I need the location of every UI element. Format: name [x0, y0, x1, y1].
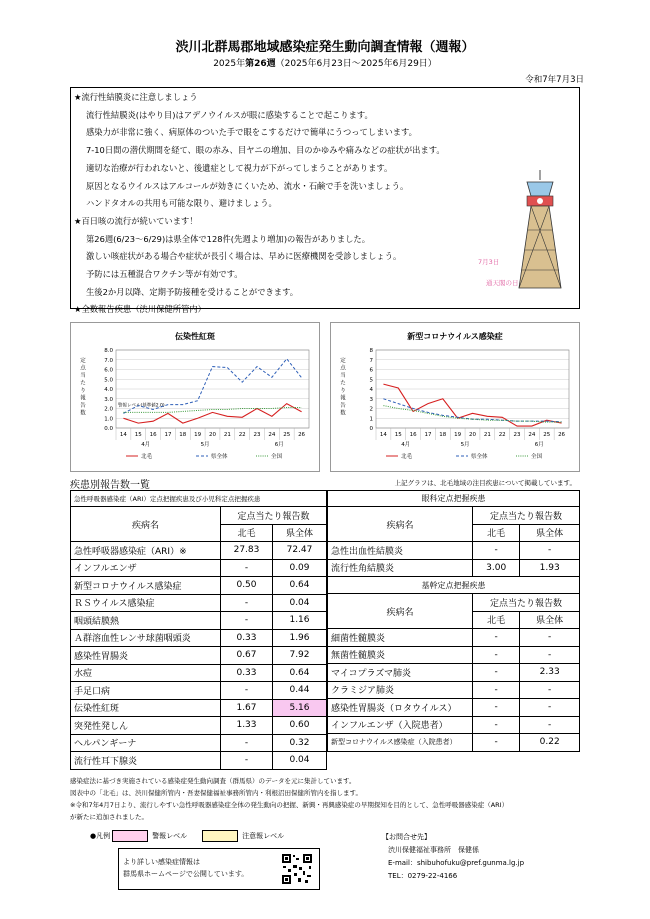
value-hokumo: -	[221, 752, 273, 770]
x-tick-label: 23	[513, 432, 521, 438]
notice-box	[70, 87, 580, 315]
value-hokumo: 0.33	[221, 664, 273, 682]
disease-name: ヘルパンギーナ	[71, 734, 221, 752]
table-row	[328, 664, 580, 682]
y-axis-label: 当	[340, 373, 346, 379]
y-axis-label: 数	[340, 410, 346, 417]
x-tick-label: 22	[238, 432, 246, 438]
value-prefecture: -	[520, 716, 580, 734]
x-tick-label: 15	[394, 432, 402, 438]
x-tick-label: 21	[223, 432, 231, 438]
disease-name: マイコプラズマ肺炎	[328, 664, 473, 682]
footnote: 感染症法に基づき実施されている感染症発生動向調査（群馬県）のデータを元に集計しています。	[70, 777, 356, 785]
disease-name: 急性呼吸器感染症（ARI）※	[71, 542, 221, 560]
table-row	[328, 681, 580, 699]
series-hokumo-line	[383, 384, 561, 426]
notice-line: 予防には五種混合ワクチン等が有効です。	[86, 269, 243, 280]
y-tick-label: 8.0	[104, 348, 113, 354]
y-axis-label: 定	[340, 358, 346, 364]
y-axis-label: 定	[80, 358, 86, 364]
table-row	[71, 577, 327, 595]
col-pref-header: 県全体	[520, 611, 580, 629]
table-caption: 基幹定点把握疾患	[328, 577, 580, 594]
y-axis-label: 点	[80, 365, 86, 372]
disease-name: 流行性角結膜炎	[328, 559, 473, 577]
contact-heading: 【お問合せ先】	[382, 833, 431, 841]
x-tick-label: 23	[253, 432, 261, 438]
x-tick-label: 17	[164, 432, 172, 438]
value-hokumo: -	[473, 646, 520, 664]
col-disease-header: 疾病名	[328, 594, 473, 629]
x-tick-label: 19	[454, 432, 462, 438]
disease-name: 咽頭結膜熱	[71, 612, 221, 630]
value-prefecture: 0.64	[273, 664, 327, 682]
disease-name: 無菌性髄膜炎	[328, 646, 473, 664]
disease-name: 伝染性紅斑	[71, 699, 221, 717]
x-tick-label: 14	[119, 432, 127, 438]
notice-line: 7-10日間の潜伏期間を経て、眼の赤み、目ヤニの増加、目のかゆみや痛みなどの症状が出ます。	[86, 145, 445, 156]
month-label: 6月	[274, 442, 284, 448]
x-tick-label: 21	[483, 432, 491, 438]
value-prefecture: -	[520, 681, 580, 699]
y-tick-label: 2	[369, 406, 373, 413]
y-tick-label: 5	[369, 377, 373, 384]
table-caption: 急性呼吸器感染症（ARI）定点把握疾患及び小児科定点把握疾患	[71, 491, 327, 507]
y-tick-label: 4.0	[104, 387, 113, 393]
x-tick-label: 26	[558, 432, 566, 438]
x-tick-label: 14	[379, 432, 387, 438]
col-hokumo-header: 北毛	[473, 611, 520, 629]
notice-heading-pertussis: ★百日咳の流行が続いています！	[74, 215, 198, 226]
value-prefecture: -	[520, 542, 580, 560]
qr-text: より詳しい感染症情報は	[123, 858, 200, 866]
y-tick-label: 2.0	[104, 406, 113, 413]
graph-note: 上記グラフは、北毛地域の注目疾患について掲載しています。	[394, 479, 576, 487]
period-prefix: 2025年	[213, 59, 246, 69]
value-hokumo: -	[221, 612, 273, 630]
chart-title: 新型コロナウイルス感染症	[407, 332, 503, 341]
y-tick-label: 7	[369, 357, 373, 364]
value-hokumo: -	[221, 734, 273, 752]
table-row	[71, 542, 327, 560]
tower-illustration	[505, 170, 575, 290]
table-row	[71, 559, 327, 577]
page-title: 渋川北群馬郡地域感染症発生動向調査情報（週報）	[175, 40, 475, 55]
x-tick-label: 16	[409, 432, 417, 438]
y-tick-label: 3.0	[104, 396, 113, 403]
table-row	[71, 629, 327, 647]
notice-line: 適切な治療が行われないと、後遺症として視力が下がってしまうことがあります。	[86, 162, 393, 173]
warning-swatch	[112, 830, 148, 842]
value-hokumo: -	[473, 681, 520, 699]
value-prefecture: 0.60	[273, 717, 327, 735]
value-hokumo: -	[473, 664, 520, 682]
disease-name: ＲＳウイルス感染症	[71, 594, 221, 612]
value-prefecture: 0.04	[273, 594, 327, 612]
y-axis-label: 報	[340, 395, 346, 402]
value-prefecture: -	[520, 629, 580, 647]
value-prefecture: 1.16	[273, 612, 327, 630]
y-tick-label: 8	[369, 348, 373, 354]
notice-heading-conjunctivitis: ★流行性結膜炎に注意しましょう	[74, 92, 198, 102]
value-prefecture: 1.96	[273, 629, 327, 647]
col-disease-header: 疾病名	[71, 507, 221, 542]
disease-name: 手足口病	[71, 682, 221, 700]
table-row	[328, 629, 580, 647]
value-prefecture: 0.44	[273, 682, 327, 700]
disease-name: Ａ群溶血性レンサ球菌咽頭炎	[71, 629, 221, 647]
y-tick-label: 5.0	[104, 377, 113, 384]
disease-name: 新型コロナウイルス感染症	[71, 577, 221, 595]
value-prefecture: 0.22	[520, 734, 580, 752]
disease-name: インフルエンザ（入院患者）	[328, 716, 473, 734]
value-prefecture: -	[520, 646, 580, 664]
y-axis-label: 当	[80, 373, 86, 379]
y-axis-label: 告	[340, 403, 346, 409]
legend-label: 北毛	[401, 454, 413, 460]
y-axis-label: り	[80, 388, 86, 394]
value-hokumo: -	[473, 734, 520, 752]
legend-label: 北毛	[141, 454, 153, 460]
legend-label: 県全体	[211, 454, 228, 460]
value-hokumo: -	[473, 716, 520, 734]
notice-line: 感染力が非常に強く、病原体のついた手で眼をこするだけで簡単にうつってしまいます。	[86, 127, 417, 138]
value-hokumo: -	[473, 629, 520, 647]
caution-swatch	[202, 830, 238, 842]
legend-label: ●凡例	[90, 832, 111, 840]
table-row	[71, 664, 327, 682]
y-tick-label: 7.0	[104, 357, 113, 364]
value-hokumo: 0.67	[221, 647, 273, 665]
y-axis-label: り	[340, 388, 346, 394]
value-prefecture: 5.16	[273, 699, 327, 717]
footnote: ※令和7年4月7日より、流行しやすい急性呼吸器感染症全体の発生動向の把握、新興・再興感染症の早期探知を目的として、急性呼吸器感染症（ARI）	[70, 801, 509, 809]
y-axis-label: た	[340, 380, 346, 387]
contact-block	[382, 831, 524, 883]
month-label: 5月	[460, 442, 470, 448]
y-tick-label: 0	[369, 426, 373, 432]
table-row	[328, 734, 580, 752]
col-pref-header: 県全体	[273, 524, 327, 542]
chart-covid	[330, 322, 580, 472]
footnotes	[70, 775, 590, 823]
table-caption: 眼科定点把握疾患	[328, 491, 580, 507]
y-tick-label: 6.0	[104, 367, 113, 374]
table-row	[328, 559, 580, 577]
disease-name: 突発性発しん	[71, 717, 221, 735]
notice-line: 原因となるウイルスはアルコールが効きにくいため、流水・石鹸で手を洗いましょう。	[86, 180, 409, 191]
x-tick-label: 17	[424, 432, 432, 438]
value-prefecture: 0.04	[273, 752, 327, 770]
notice-line: 激しい咳症状がある場合や症状が長引く場合は、早めに医療機関を受診しましょう。	[86, 251, 402, 262]
x-tick-label: 20	[209, 432, 216, 438]
table-row	[328, 716, 580, 734]
table-row	[71, 594, 327, 612]
y-axis-label: 告	[80, 403, 86, 409]
col-hokumo-header: 北毛	[473, 524, 520, 542]
table-section-title: 疾患別報告数一覧	[70, 480, 150, 491]
value-prefecture: 2.33	[520, 664, 580, 682]
y-tick-label: 1	[369, 416, 373, 423]
disease-name: 感染性胃腸炎	[71, 647, 221, 665]
value-prefecture: 72.47	[273, 542, 327, 560]
x-tick-label: 25	[283, 432, 291, 438]
qr-info-box	[118, 848, 320, 890]
issue-date: 令和7年7月3日	[525, 75, 584, 85]
legend-caution: 注意報レベル	[242, 832, 285, 840]
x-tick-label: 25	[543, 432, 551, 438]
legend-label: 全国	[271, 454, 283, 460]
value-hokumo: -	[473, 542, 520, 560]
y-axis-label: 数	[80, 410, 86, 417]
col-group-header: 定点当たり報告数	[473, 594, 580, 612]
x-tick-label: 18	[439, 432, 447, 438]
value-prefecture: 0.64	[273, 577, 327, 595]
x-tick-label: 15	[134, 432, 142, 438]
disease-name: 水痘	[71, 664, 221, 682]
disease-name: 新型コロナウイルス感染症（入院患者）	[328, 734, 473, 752]
y-axis-label: 報	[80, 395, 86, 402]
chart-erythema	[70, 322, 320, 472]
value-hokumo: 0.50	[221, 577, 273, 595]
disease-name: クラミジア肺炎	[328, 681, 473, 699]
value-prefecture: 0.09	[273, 559, 327, 577]
value-hokumo: -	[473, 699, 520, 717]
value-prefecture: 7.92	[273, 647, 327, 665]
value-prefecture: 1.93	[520, 559, 580, 577]
y-tick-label: 0.0	[104, 426, 113, 432]
value-prefecture: -	[520, 699, 580, 717]
period-range: （2025年6月23日～2025年6月29日）	[275, 59, 437, 69]
disease-name: 感染性胃腸炎（ロタウイルス）	[328, 699, 473, 717]
x-tick-label: 24	[528, 432, 536, 438]
month-label: 4月	[141, 442, 151, 448]
contact-email[interactable]: E-mail：shibuhofuku@pref.gunma.lg.jp	[388, 859, 525, 867]
report-period	[0, 56, 650, 69]
col-hokumo-header: 北毛	[221, 524, 273, 542]
table-row	[71, 734, 327, 752]
disease-name: 流行性耳下腺炎	[71, 752, 221, 770]
contact-office: 渋川保健福祉事務所 保健係	[388, 846, 479, 854]
x-tick-label: 22	[498, 432, 506, 438]
y-tick-label: 6	[369, 367, 373, 374]
month-label: 5月	[200, 442, 210, 448]
qr-code-icon[interactable]	[281, 853, 313, 885]
value-prefecture: 0.32	[273, 734, 327, 752]
notice-line: 流行性結膜炎(はやり目)はアデノウイルスが眼に感染することで起こります。	[86, 109, 373, 120]
value-hokumo: -	[221, 559, 273, 577]
notice-heading-all-cases: ★全数報告疾患（渋川保健所管内）	[74, 304, 206, 315]
value-hokumo: 0.33	[221, 629, 273, 647]
col-group-header: 定点当たり報告数	[473, 507, 580, 525]
illustration-caption-date: 7月3日	[478, 258, 500, 266]
qr-text: 群馬県ホームページで公開しています。	[123, 870, 249, 878]
table-row	[328, 646, 580, 664]
table-row	[71, 682, 327, 700]
col-group-header: 定点当たり報告数	[221, 507, 327, 525]
chart-annotation: 警報レベル(基準値2.0)	[118, 403, 165, 409]
col-disease-header: 疾病名	[328, 507, 473, 542]
value-hokumo: 1.67	[221, 699, 273, 717]
value-hokumo: 3.00	[473, 559, 520, 577]
notice-line: 第26週(6/23～6/29)は県全体で128件(先週より増加)の報告がありました。	[86, 233, 371, 244]
x-tick-label: 20	[469, 432, 476, 438]
footnote: 図表中の「北毛」は、渋川保健所管内・吾妻保健福祉事務所管内・利根沼田保健所管内を指します。	[70, 789, 362, 797]
chart-title: 伝染性紅斑	[175, 332, 215, 341]
table-row	[328, 699, 580, 717]
y-tick-label: 1.0	[104, 416, 113, 423]
table-row	[71, 752, 327, 770]
value-hokumo: 1.33	[221, 717, 273, 735]
illustration-caption-day: 通天閣の日	[486, 279, 519, 287]
month-label: 4月	[401, 442, 411, 448]
x-tick-label: 18	[179, 432, 187, 438]
value-hokumo: 27.83	[221, 542, 273, 560]
table-row	[328, 542, 580, 560]
footnote: が新たに追加されました。	[70, 813, 148, 821]
week-number: 第26週	[245, 59, 276, 69]
table-row	[71, 699, 327, 717]
eye-disease-table	[327, 490, 580, 752]
left-disease-table	[70, 490, 327, 770]
disease-name: インフルエンザ	[71, 559, 221, 577]
disease-name: 急性出血性結膜炎	[328, 542, 473, 560]
y-axis-label: 点	[340, 365, 346, 372]
table-row	[71, 612, 327, 630]
y-axis-label: た	[80, 380, 86, 387]
table-row	[71, 647, 327, 665]
x-tick-label: 19	[194, 432, 202, 438]
notice-line: 生後2か月以降、定期予防接種を受けることができます。	[86, 286, 299, 297]
notice-line: ハンドタオルの共用も可能な限り、避けましょう。	[86, 198, 277, 209]
legend-warning: 警報レベル	[152, 832, 188, 840]
value-hokumo: -	[221, 682, 273, 700]
x-tick-label: 26	[298, 432, 306, 438]
disease-name: 細菌性髄膜炎	[328, 629, 473, 647]
value-hokumo: -	[221, 594, 273, 612]
x-tick-label: 24	[268, 432, 276, 438]
y-tick-label: 3	[369, 396, 373, 403]
contact-tel[interactable]: TEL：0279-22-4166	[388, 872, 458, 880]
y-tick-label: 4	[369, 387, 373, 393]
col-pref-header: 県全体	[520, 524, 580, 542]
x-tick-label: 16	[149, 432, 157, 438]
chart-erythema-plot	[71, 342, 319, 464]
legend-label: 県全体	[471, 454, 488, 460]
chart-covid-plot	[331, 342, 579, 464]
legend-label: 全国	[531, 454, 543, 460]
table-row	[71, 717, 327, 735]
month-label: 6月	[534, 442, 544, 448]
color-legend	[90, 830, 284, 842]
